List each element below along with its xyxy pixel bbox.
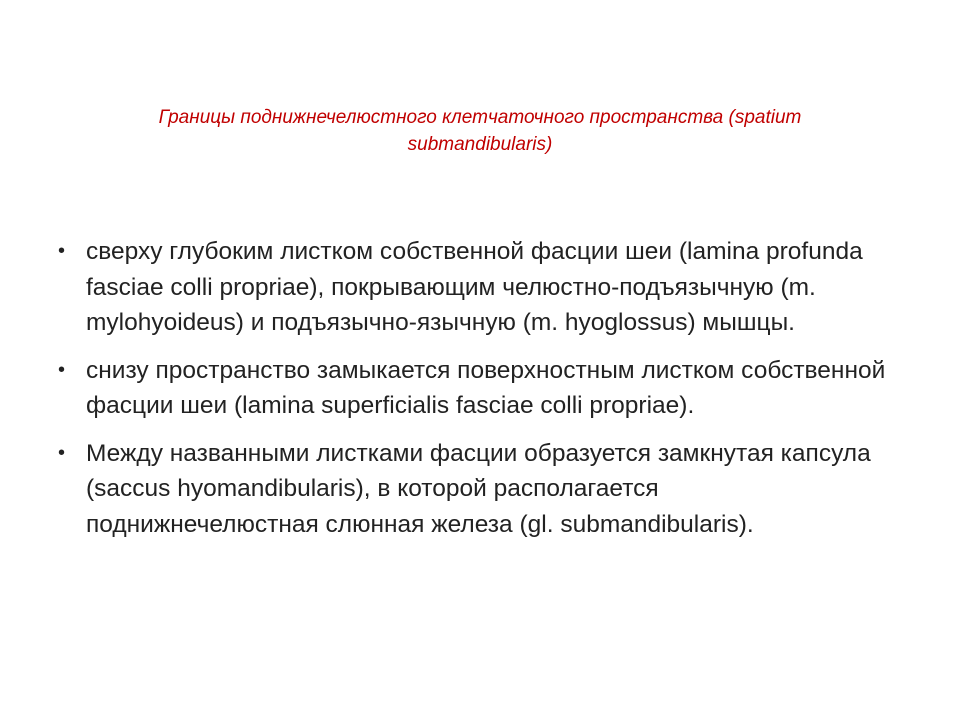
bullet-item-upper [58, 234, 888, 341]
bullet-dot-icon: • [58, 358, 66, 381]
bullet-text: Между названными листками фасции образуется замкнутая капсула (saccus hyomandibularis), в которой располагается поднижнечелюстная слюнная железа (gl. submandibularis). [86, 439, 871, 538]
bullet-text: сверху глубоким листком собственной фасции шеи (lamina profunda fasciae colli propriae), покрывающим челюстно-подъязычную (m. mylohyoideus) и подъязычно-язычную (m. hyoglossus) мышцы. [86, 238, 863, 336]
bullet-item-lower [58, 353, 888, 424]
bullet-item-capsule [58, 436, 888, 543]
bullet-list [58, 234, 888, 554]
slide-title: Границы поднижнечелюстного клетчаточного пространства (spatium submandibularis) [158, 107, 802, 155]
bullet-dot-icon: • [58, 441, 66, 464]
bullet-dot-icon: • [58, 240, 66, 262]
bullet-text: снизу пространство замыкается поверхностным листком собственной фасции шеи (lamina superficialis fasciae colli propriae). [86, 356, 886, 419]
